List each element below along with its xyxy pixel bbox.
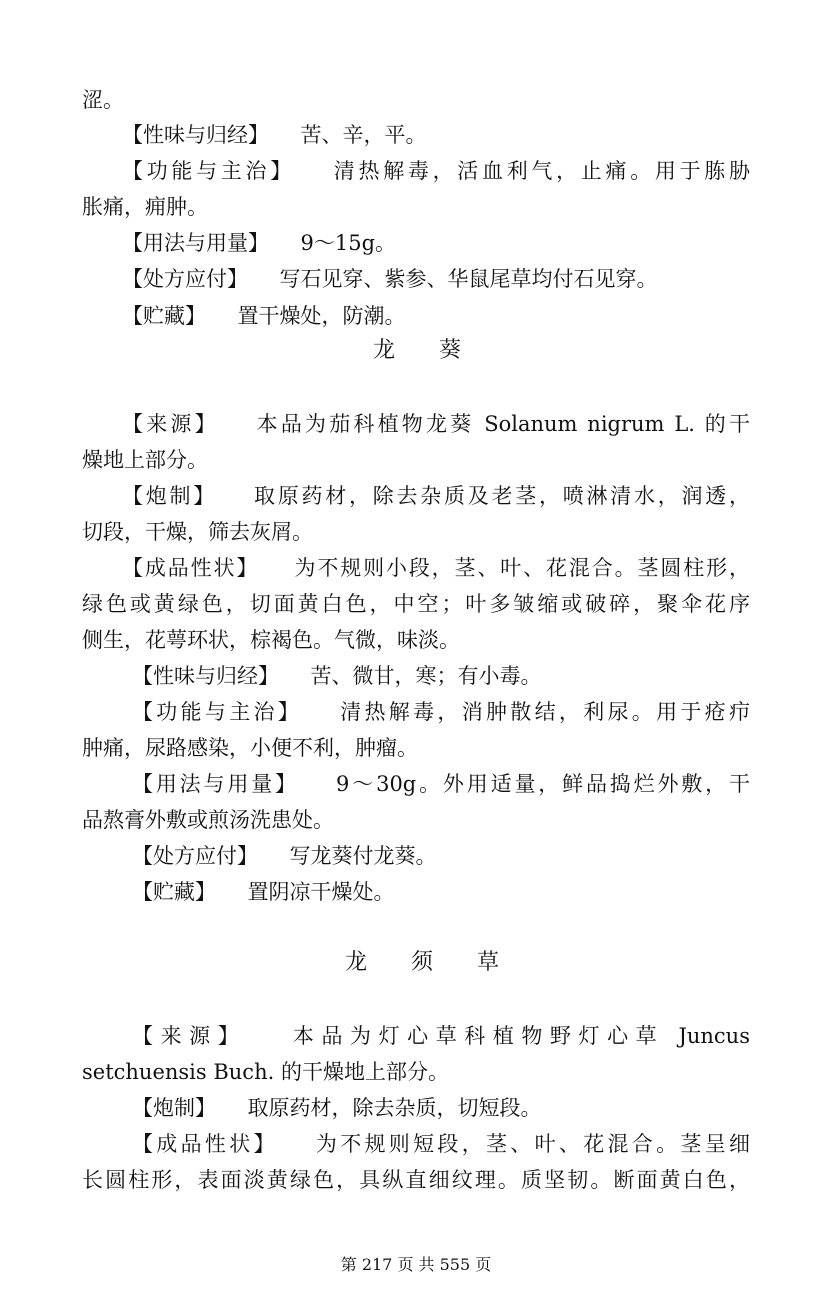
text-line: 【用法与用量】 9～15g。 [122,231,397,255]
text-line: 绿色或黄绿色，切面黄白色，中空；叶多皱缩或破碎，聚伞花序 [82,592,750,616]
text-line: 侧生，花萼环状，棕褐色。气微，味淡。 [82,628,460,652]
text-line: 【成品性状】 为不规则小段，茎、叶、花混合。茎圆柱形， [122,556,750,580]
text-line: 【功能与主治】 清热解毒，活血利气，止痛。用于胨胁 [122,159,750,183]
text-line: 【炮制】 取原药材，除去杂质，切短段。 [132,1096,542,1120]
text-line: 品熬膏外敷或煎汤洗患处。 [82,808,334,832]
text-line: 【处方应付】 写龙葵付龙葵。 [132,844,437,868]
text-line: 【来源】 本品为灯心草科植物野灯心草 Juncus [132,1024,750,1048]
entry-title: 龙 葵 [373,338,462,363]
text-line: 【成品性状】 为不规则短段，茎、叶、花混合。茎呈细 [132,1132,750,1156]
text-line: 肿痛，尿路感染，小便不利，肿瘤。 [82,736,418,760]
text-line: 【处方应付】 写石见穿、紫参、华鼠尾草均付石见穿。 [122,267,658,291]
text-line: 燥地上部分。 [82,448,208,472]
text-line: 【贮藏】 置干燥处，防潮。 [122,304,406,328]
text-line: 【性味与归经】 苦、辛，平。 [122,123,427,147]
text-line: 【来源】 本品为茄科植物龙葵 Solanum nigrum L. 的干 [122,412,750,436]
text-line: 【贮藏】 置阴凉干燥处。 [132,880,395,904]
entry-title: 龙 须 草 [345,950,500,975]
text-line: 涩。 [82,88,124,112]
text-line: 长圆柱形，表面淡黄绿色，具纵直细纹理。质坚韧。断面黄白色， [82,1168,750,1192]
text-line: 胀痛，痈肿。 [82,195,208,219]
text-line: 【性味与归经】 苦、微甘，寒；有小毒。 [132,664,542,688]
text-line: 【炮制】 取原药材，除去杂质及老茎，喷淋清水，润透， [122,484,750,508]
text-line: 【功能与主治】 清热解毒，消肿散结，利尿。用于疮疖 [132,700,750,724]
text-line: 切段，干燥，筛去灰屑。 [82,520,313,544]
text-line: setchuensis Buch. 的干燥地上部分。 [82,1060,449,1084]
text-line: 【用法与用量】 9～30g。外用适量，鲜品捣烂外敷，干 [132,772,750,796]
page-footer: 第 217 页 共 555 页 [340,1255,492,1274]
